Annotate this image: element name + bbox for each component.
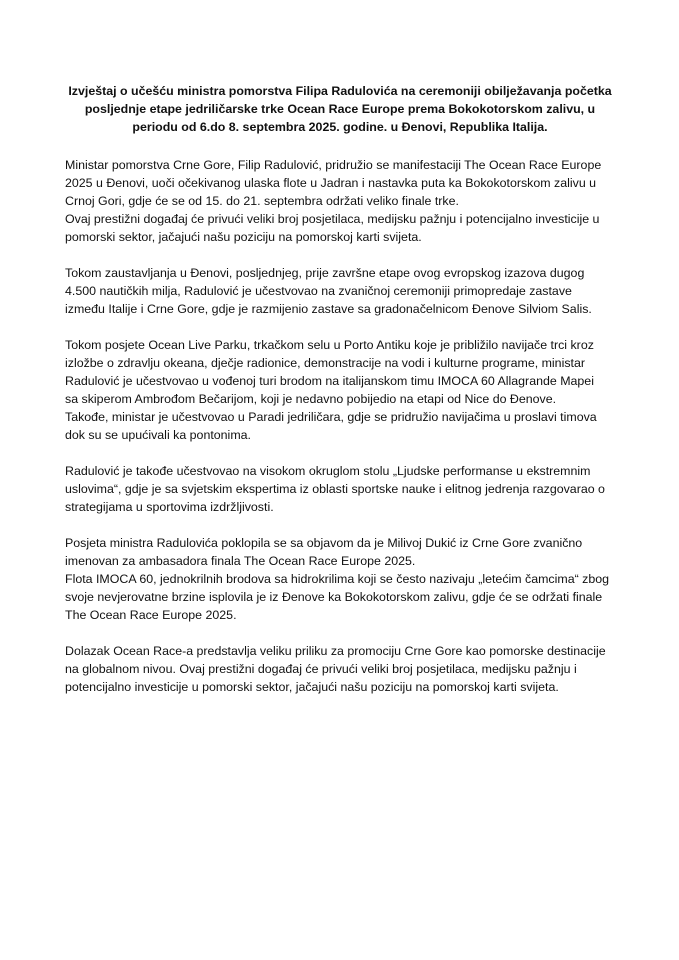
paragraph-6 — [65, 642, 645, 696]
text-line: strategijama u sportovima izdržljivosti. — [65, 500, 274, 514]
paragraph-1 — [65, 156, 645, 246]
title-line: Izvještaj o učešću ministra pomorstva Filipa Radulovića na ceremoniji obilježavanja početka — [68, 84, 612, 98]
text-line: potencijalno investicije u pomorski sektor, jačajući našu poziciju na pomorskoj karti svijeta. — [65, 680, 559, 694]
text-line: dok su se upućivali ka pontonima. — [65, 428, 251, 442]
text-line: imenovan za ambasadora finala The Ocean Race Europe 2025. — [65, 554, 416, 568]
text-line: Takođe, ministar je učestvovao u Paradi jedriličara, gdje se pridružio navijačima u proslavi timova — [65, 410, 597, 424]
text-line: sa skiperom Ambrođom Bečarijom, koji je nedavno pobijedio na etapi od Nice do Đenove. — [65, 392, 557, 406]
text-line: Ministar pomorstva Crne Gore, Filip Radulović, pridružio se manifestaciji The Ocean Race Europe — [65, 158, 602, 172]
text-line: na globalnom nivou. Ovaj prestižni događaj će privući veliki broj posjetilaca, medijsku pažnju i — [65, 662, 577, 676]
text-line: Radulović je učestvovao u vođenoj turi brodom na italijanskom timu IMOCA 60 Allagrande Mapei — [65, 374, 594, 388]
text-line: pomorski sektor, jačajući našu poziciju na pomorskoj karti svijeta. — [65, 230, 422, 244]
text-line: Flota IMOCA 60, jednokrilnih brodova sa hidrokrilima koji se često nazivaju „letećim čamcima“ zbog — [65, 572, 610, 586]
text-line: Tokom posjete Ocean Live Parku, trkačkom selu u Porto Antiku koje je približilo navijače trci kroz — [65, 338, 594, 352]
document-body — [65, 156, 645, 714]
text-line: Dolazak Ocean Race-a predstavlja veliku priliku za promociju Crne Gore kao pomorske destinacije — [65, 644, 606, 658]
text-line: izložbe o zdravlju okeana, dječje radionice, demonstracije na vodi i kulturne programe, ministar — [65, 356, 585, 370]
text-line: 2025 u Đenovi, uoči očekivanog ulaska flote u Jadran i nastavka puta ka Bokokotorskom zalivu u — [65, 176, 597, 190]
text-line: Ovaj prestižni događaj će privući veliki broj posjetilaca, medijsku pažnju i potencijalno investicije u — [65, 212, 600, 226]
text-line: The Ocean Race Europe 2025. — [65, 608, 237, 622]
text-line: Radulović je takođe učestvovao na visokom okruglom stolu „Ljudske performanse u ekstremnim — [65, 464, 591, 478]
paragraph-2 — [65, 264, 645, 318]
document-title — [40, 82, 640, 136]
text-line: svoje nevjerovatne brzine isplovila je iz Đenove ka Bokokotorskom zalivu, gdje će se održati finale — [65, 590, 603, 604]
text-line: uslovima“, gdje je sa svjetskim ekspertima iz oblasti sportske nauke i elitnog jedrenja razgovarao o — [65, 482, 605, 496]
text-line: Posjeta ministra Radulovića poklopila se sa objavom da je Milivoj Dukić iz Crne Gore zvanično — [65, 536, 583, 550]
text-line: Tokom zaustavljanja u Đenovi, posljednjeg, prije završne etape ovog evropskog izazova dugog — [65, 266, 585, 280]
title-line: posljednje etape jedriličarske trke Ocean Race Europe prema Bokokotorskom zalivu, u — [84, 102, 596, 116]
text-line: između Italije i Crne Gore, gdje je razmijenio zastave sa gradonačelnicom Đenove Silviom Salis. — [65, 302, 592, 316]
paragraph-5 — [65, 534, 645, 624]
title-line: periodu od 6.do 8. septembra 2025. godine. u Đenovi, Republika Italija. — [132, 120, 548, 134]
paragraph-4 — [65, 462, 645, 516]
paragraph-3 — [65, 336, 645, 444]
text-line: 4.500 nautičkih milja, Radulović je učestvovao na zvaničnoj ceremoniji primopredaje zastave — [65, 284, 572, 298]
text-line: Crnoj Gori, gdje će se od 15. do 21. septembra održati veliko finale trke. — [65, 194, 459, 208]
